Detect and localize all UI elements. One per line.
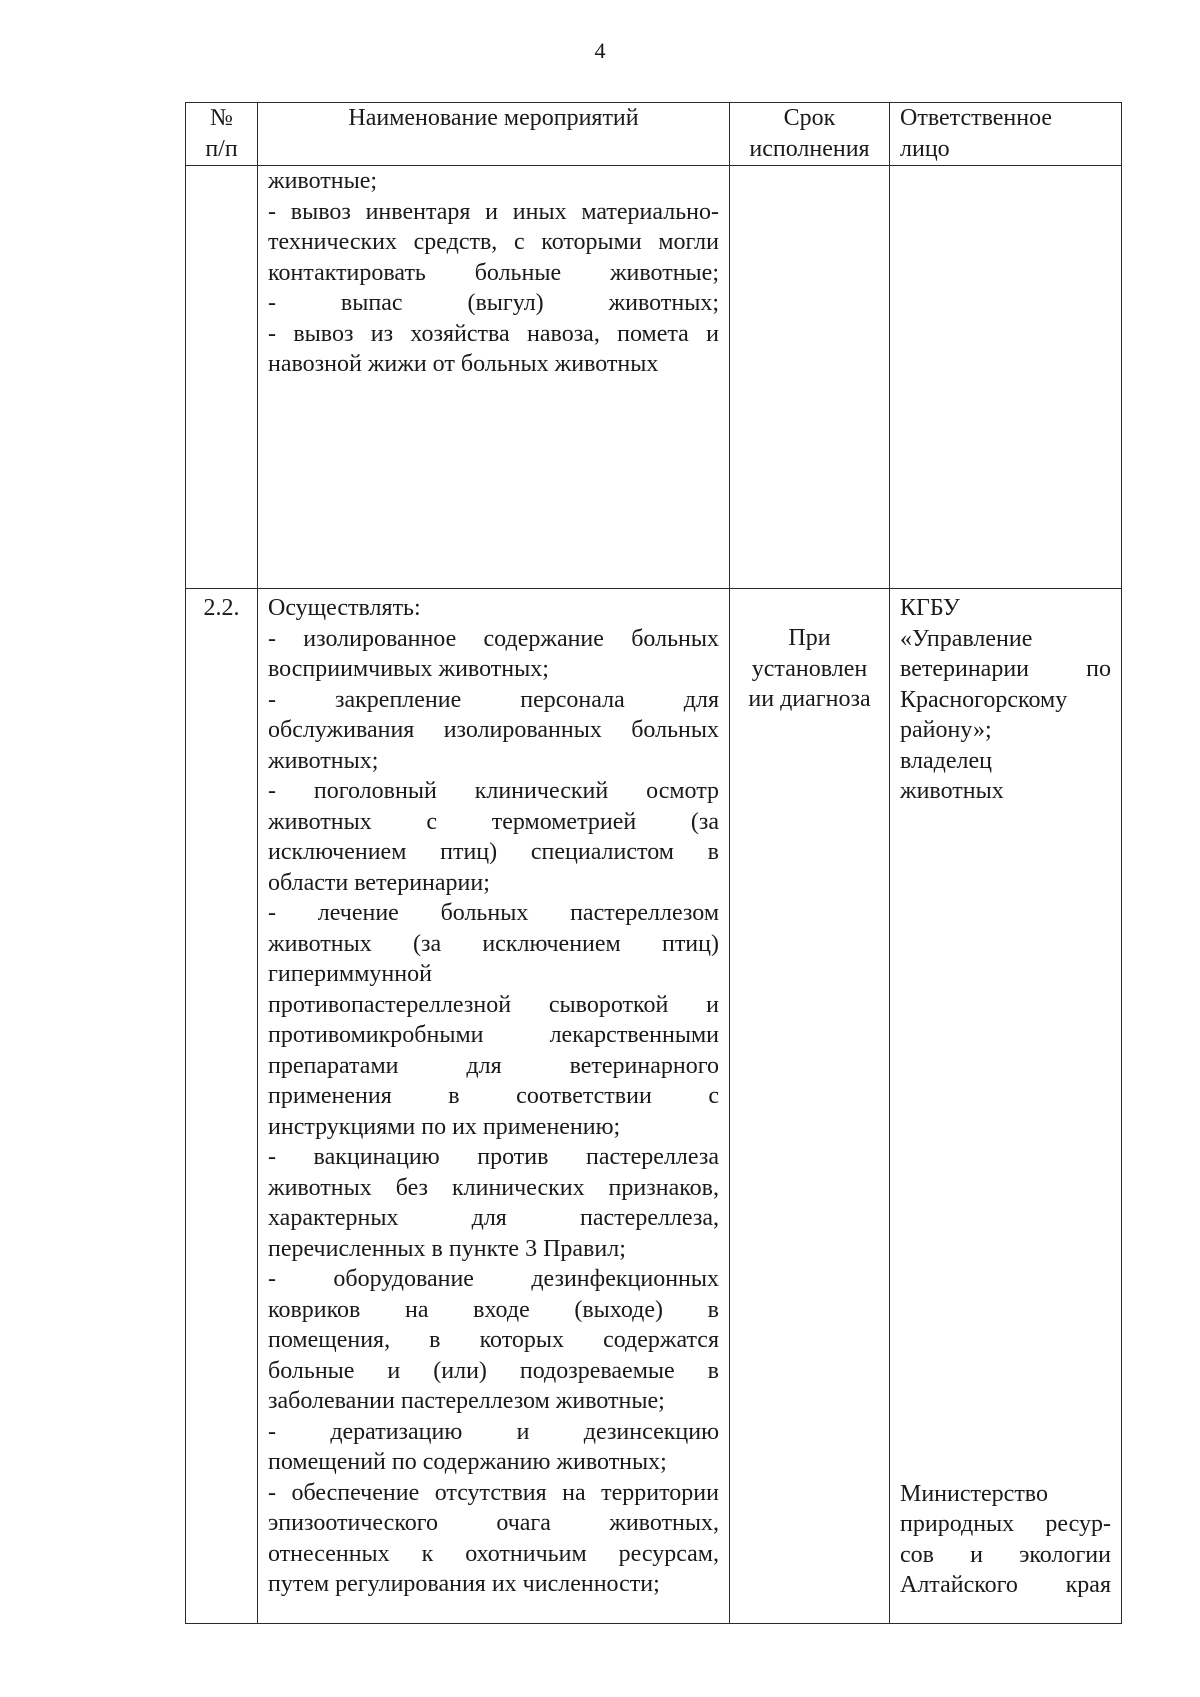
measure-line: - вывоз инвентаря и иных материально-	[268, 198, 719, 225]
measures-cell	[258, 166, 730, 589]
responsible-line: природных ресур-	[900, 1511, 1111, 1537]
term-line: При	[788, 625, 831, 651]
measure-line: контактировать больные животные;	[268, 259, 719, 286]
measure-line: путем регулирования их численности;	[268, 1571, 660, 1597]
measure-line: помещений по содержанию животных;	[268, 1449, 667, 1475]
measure-line: ковриков на входе (выходе) в	[268, 1296, 719, 1323]
measure-line: - обеспечение отсутствия на территории	[268, 1479, 719, 1506]
measure-line: животных (за исключением птиц)	[268, 930, 719, 957]
measure-line: эпизоотического очага животных,	[268, 1510, 719, 1536]
header-number-line: п/п	[205, 135, 238, 162]
measure-line: восприимчивых животных;	[268, 656, 549, 682]
page-number: 4	[594, 38, 606, 63]
responsible-line: сов и экологии	[900, 1541, 1111, 1568]
measure-line: противопастереллезной сывороткой и	[268, 991, 719, 1018]
measure-line: противомикробными лекарственными	[268, 1022, 719, 1048]
measure-line: инструкциями по их применению;	[268, 1113, 621, 1140]
measure-line: - вакцинацию против пастереллеза	[268, 1144, 719, 1170]
header-term-line: Срок	[783, 105, 836, 131]
measure-line: - выпас (выгул) животных;	[268, 290, 719, 316]
measure-line: больные и (или) подозреваемые в	[268, 1357, 719, 1384]
responsible-line: «Управление	[900, 625, 1033, 652]
measure-line: - дератизацию и дезинсекцию	[268, 1418, 719, 1445]
measure-line: отнесенных к охотничьим ресурсам,	[268, 1540, 719, 1567]
header-number-line: №	[210, 105, 233, 131]
responsible-spacer	[900, 807, 1111, 1479]
term-line: ии диагноза	[748, 686, 871, 712]
term-cell	[730, 589, 890, 1624]
responsible-line: КГБУ	[900, 595, 960, 621]
header-term	[730, 103, 890, 166]
header-responsible	[890, 103, 1122, 166]
header-term-line: исполнения	[749, 135, 870, 162]
measure-line: животных;	[268, 747, 379, 774]
measure-line: Осуществлять:	[268, 595, 421, 621]
measure-line: - лечение больных пастереллезом	[268, 900, 719, 926]
measure-line: животные;	[268, 168, 378, 194]
responsible-line: животных	[900, 778, 1004, 804]
measure-line: - поголовный клинический осмотр	[268, 778, 719, 804]
measures-cell	[258, 589, 730, 1624]
measure-line: исключением птиц) специалистом в	[268, 839, 719, 865]
measure-line: заболевании пастереллезом животные;	[268, 1388, 665, 1414]
measure-line: области ветеринарии;	[268, 869, 490, 896]
responsible-cell	[890, 166, 1122, 589]
header-name: Наименование мероприятий	[258, 103, 730, 166]
measure-line: - изолированное содержание больных	[268, 625, 719, 652]
measure-line: гипериммунной	[268, 961, 432, 987]
measure-line: препаратами для ветеринарного	[268, 1052, 719, 1079]
row-number	[186, 166, 258, 589]
term-cell	[730, 166, 890, 589]
header-responsible-line: лицо	[900, 135, 950, 162]
measure-line: технических средств, с которыми могли	[268, 229, 719, 255]
measure-line: животных без клинических признаков,	[268, 1174, 719, 1201]
row-number: 2.2.	[186, 589, 258, 1624]
measure-line: применения в соответствии с	[268, 1083, 719, 1109]
table-header-row	[186, 103, 1122, 166]
responsible-line: владелец	[900, 747, 992, 774]
measure-line: перечисленных в пункте 3 Правил;	[268, 1235, 626, 1262]
table-row	[186, 589, 1122, 1624]
responsible-cell	[890, 589, 1122, 1624]
measure-line: помещения, в которых содержатся	[268, 1327, 719, 1353]
measure-line: - закрепление персонала для	[268, 686, 719, 713]
responsible-line: Красногорскому	[900, 686, 1068, 713]
measure-line: животных с термометрией (за	[268, 808, 719, 835]
header-number	[186, 103, 258, 166]
measure-line: - оборудование дезинфекционных	[268, 1266, 719, 1292]
measure-line: обслуживания изолированных больных	[268, 717, 719, 743]
responsible-line: Министерство	[900, 1480, 1048, 1507]
measure-line: характерных для пастереллеза,	[268, 1205, 719, 1231]
responsible-line: району»;	[900, 717, 992, 743]
table-row	[186, 166, 1122, 589]
measure-line: навозной жижи от больных животных	[268, 351, 659, 377]
term-line: установлен	[751, 655, 868, 682]
responsible-line: Алтайского края	[900, 1572, 1111, 1598]
header-responsible-line: Ответственное	[900, 105, 1053, 131]
responsible-line: ветеринарии по	[900, 656, 1111, 682]
measure-line: - вывоз из хозяйства навоза, помета и	[268, 320, 719, 347]
measures-table	[185, 102, 1122, 1624]
